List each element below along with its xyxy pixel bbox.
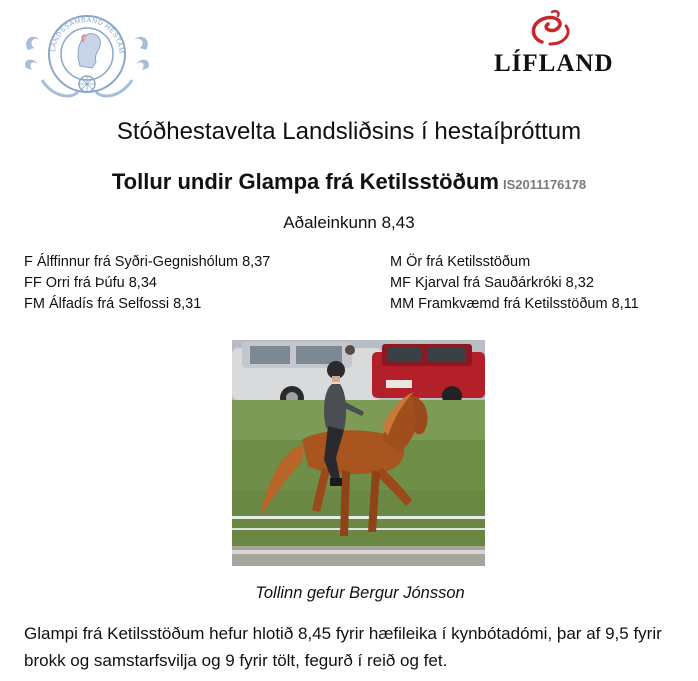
stallion-title	[0, 169, 698, 195]
horse-head-emblem-icon	[22, 10, 152, 102]
pedigree-line: M Ör frá Ketilsstöðum	[390, 254, 531, 270]
stallion-name: Tollur undir Glampa frá Ketilsstöðum	[111, 169, 499, 194]
pedigree-line: F Álffinnur frá Syðri-Gegnishólum 8,37	[24, 254, 271, 270]
lifland-swirl-icon	[490, 8, 620, 48]
pedigree-dam-column	[390, 252, 639, 315]
pedigree-line: FF Orri frá Þúfu 8,34	[24, 275, 157, 291]
registration-number: IS2011176178	[502, 177, 587, 192]
pedigree-line: MM Framkvæmd frá Ketilsstöðum 8,11	[390, 296, 639, 312]
page-title: Stóðhestavelta Landsliðsins í hestaíþróttum	[116, 118, 582, 145]
lifland-wordmark: LÍFLAND	[494, 50, 614, 77]
svg-text:LANDSSAMBAND HESTAMANNAFÉLAGA: LANDSSAMBAND HESTAM	[50, 16, 125, 55]
pedigree-line: FM Álfadís frá Selfossi 8,31	[24, 296, 202, 312]
horse-rider-photo	[232, 340, 485, 566]
main-score: Aðaleinkunn 8,43	[283, 213, 415, 232]
pedigree-line: MF Kjarval frá Sauðárkróki 8,32	[390, 275, 594, 291]
photo-caption: Tollinn gefur Bergur Jónsson	[255, 584, 465, 602]
pedigree-sire-column	[24, 252, 270, 315]
description-paragraph: Glampi frá Ketilsstöðum hefur hlotið 8,45 fyrir hæfileika í kynbótadómi, þar af 9,5 fyrir brokk og samstarfsvilja og 9 fyrir tölt, fegurð í reið og fet.	[24, 624, 662, 670]
lifland-logo	[490, 8, 620, 77]
landssamband-logo	[22, 10, 152, 102]
